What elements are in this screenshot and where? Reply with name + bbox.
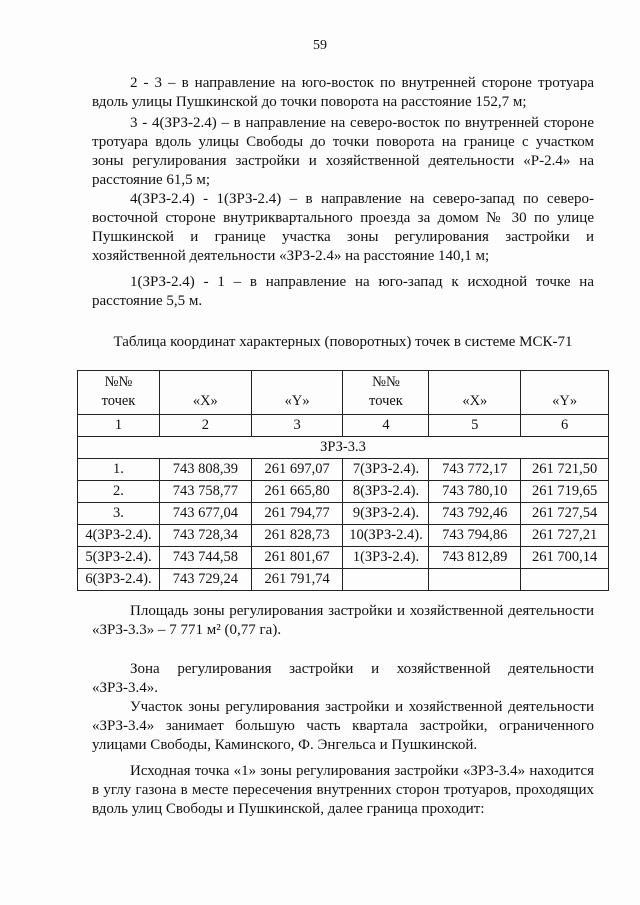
table-cell: 743 808,39: [159, 459, 251, 481]
header-point-number-2: №№ точек: [343, 371, 429, 415]
table-row: [78, 525, 609, 547]
table-row: [78, 459, 609, 481]
header-y: «Y»: [251, 371, 343, 415]
column-number: 6: [521, 415, 609, 437]
table-cell: 743 758,77: [159, 481, 251, 503]
column-number: 5: [429, 415, 521, 437]
paragraph-zone-description: Участок зоны регулирования застройки и хозяйственной деятельности «ЗРЗ-3.4» занимает большую часть квартала застройки, ограниченного улицами Свободы, Каминского, Ф. Энгельса и Пушкинской.: [92, 699, 594, 753]
header-x-2: «X»: [429, 371, 521, 415]
table-cell: 261 727,21: [521, 525, 609, 547]
table-column-numbers-row: [78, 415, 609, 437]
coordinates-table: [77, 370, 609, 591]
table-row: [78, 481, 609, 503]
column-number: 3: [251, 415, 343, 437]
table-cell: 743 812,89: [429, 547, 521, 569]
table-caption: Таблица координат характерных (поворотных) точек в системе МСК-71: [113, 334, 573, 350]
table-cell: 261 801,67: [251, 547, 343, 569]
table-cell: 261 727,54: [521, 503, 609, 525]
table-cell: 8(ЗРЗ-2.4).: [343, 481, 429, 503]
table-cell: 261 828,73: [251, 525, 343, 547]
table-cell: 4(ЗРЗ-2.4).: [78, 525, 160, 547]
table-row: [78, 503, 609, 525]
table-cell: 261 719,65: [521, 481, 609, 503]
table-cell: 7(ЗРЗ-2.4).: [343, 459, 429, 481]
table-cell: 743 729,24: [159, 569, 251, 591]
table-cell: 261 697,07: [251, 459, 343, 481]
table-cell: 1(ЗРЗ-2.4).: [343, 547, 429, 569]
header-x: «X»: [159, 371, 251, 415]
paragraph-segment-1-1: 1(ЗРЗ-2.4) - 1 – в направление на юго-запад к исходной точке на расстояние 5,5 м.: [92, 274, 594, 309]
paragraph-start-point: Исходная точка «1» зоны регулирования застройки «ЗРЗ-3.4» находится в углу газона в месте пересечения внутренних сторон тротуаров, проходящих вдоль улиц Свободы и Пушкинской, далее граница проходит:: [92, 763, 594, 817]
table-cell: 743 794,86: [429, 525, 521, 547]
table-cell: [521, 569, 609, 591]
table-cell: 743 677,04: [159, 503, 251, 525]
header-point-number: №№ точек: [78, 371, 160, 415]
table-cell: 743 728,34: [159, 525, 251, 547]
table-header-row: [78, 371, 609, 415]
table-cell: [429, 569, 521, 591]
table-cell: [343, 569, 429, 591]
paragraph-segment-2-3: 2 - 3 – в направление на юго-восток по внутренней стороне тротуара вдоль улицы Пушкинской до точки поворота на расстояние 152,7 м;: [92, 75, 594, 110]
header-y-2: «Y»: [521, 371, 609, 415]
table-cell: 743 780,10: [429, 481, 521, 503]
table-cell: 10(ЗРЗ-2.4).: [343, 525, 429, 547]
table-cell: 2.: [78, 481, 160, 503]
column-number: 2: [159, 415, 251, 437]
table-cell: 261 665,80: [251, 481, 343, 503]
zone-label: ЗРЗ-3.3: [78, 437, 609, 459]
table-cell: 5(ЗРЗ-2.4).: [78, 547, 160, 569]
zone-heading: Зона регулирования застройки и хозяйственной деятельности «ЗРЗ-3.4».: [92, 661, 594, 696]
table-cell: 3.: [78, 503, 160, 525]
table-row: [78, 547, 609, 569]
page-number: 59: [313, 38, 327, 53]
paragraph-segment-3-4: 3 - 4(ЗРЗ-2.4) – в направление на северо-восток по внутренней стороне тротуара вдоль улицы Свободы до точки поворота на границе с участком зоны регулирования застройки и хозяйственной деятельности «Р-2.4» на расстояние 61,5 м;: [92, 115, 594, 188]
table-cell: 743 772,17: [429, 459, 521, 481]
table-row: [78, 569, 609, 591]
table-zone-row: [78, 437, 609, 459]
area-paragraph: Площадь зоны регулирования застройки и хозяйственной деятельности «ЗРЗ-3.3» – 7 771 м² (0,77 га).: [92, 603, 594, 638]
table-cell: 261 721,50: [521, 459, 609, 481]
table-body: [78, 459, 609, 591]
table-cell: 261 794,77: [251, 503, 343, 525]
table-cell: 743 792,46: [429, 503, 521, 525]
column-number: 4: [343, 415, 429, 437]
table-cell: 261 700,14: [521, 547, 609, 569]
paragraph-segment-4-1: 4(ЗРЗ-2.4) - 1(ЗРЗ-2.4) – в направление на северо-запад по северо-восточной стороне внутриквартального проезда за домом № 30 по улице Пушкинской и границе участка зоны регулирования застройки и хозяйственной деятельности «ЗРЗ-2.4» на расстояние 140,1 м;: [92, 191, 594, 264]
table-cell: 9(ЗРЗ-2.4).: [343, 503, 429, 525]
table-cell: 1.: [78, 459, 160, 481]
column-number: 1: [78, 415, 160, 437]
table-cell: 261 791,74: [251, 569, 343, 591]
table-cell: 6(ЗРЗ-2.4).: [78, 569, 160, 591]
table-cell: 743 744,58: [159, 547, 251, 569]
